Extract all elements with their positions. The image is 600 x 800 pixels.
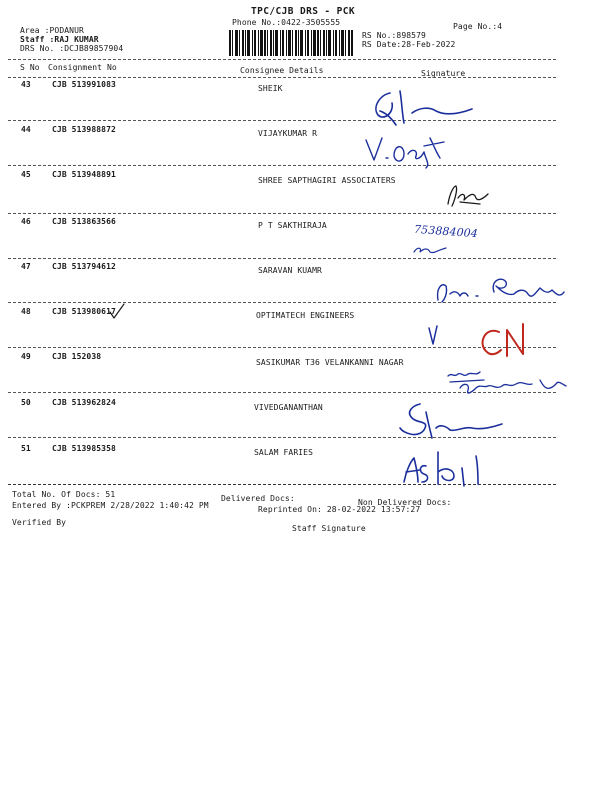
row-sno: 46 xyxy=(21,217,31,226)
row-consignment-no: CJB 513985358 xyxy=(52,444,116,453)
rs-number: RS No.:898579 xyxy=(362,31,426,40)
signature-row-46 xyxy=(410,240,450,260)
signature-row-47 xyxy=(432,272,577,312)
column-sno: S No xyxy=(20,63,40,72)
reprinted-on: Reprinted On: 28-02-2022 13:57:27 xyxy=(258,505,421,514)
signature-row-45 xyxy=(440,180,500,210)
column-consignee: Consignee Details xyxy=(240,66,324,75)
verified-by: Verified By xyxy=(12,518,67,527)
row-sno: 44 xyxy=(21,125,31,134)
document-title: TPC/CJB DRS - PCK xyxy=(251,6,356,17)
row-divider xyxy=(8,165,556,166)
row-consignee: OPTIMATECH ENGINEERS xyxy=(256,311,355,320)
header-divider-top xyxy=(8,59,556,60)
row-consignee: SALAM FARIES xyxy=(254,448,313,457)
signature-row-50 xyxy=(390,398,520,444)
row-consignment-no: CJB 513863566 xyxy=(52,217,116,226)
staff-label: Staff :RAJ KUMAR xyxy=(20,35,99,44)
signature-row-48 xyxy=(425,318,555,368)
phone-number: Phone No.:0422-3505555 xyxy=(232,18,341,27)
drs-number: DRS No. :DCJB89857904 xyxy=(20,44,124,53)
staff-signature-label: Staff Signature xyxy=(292,524,366,533)
column-consignment: Consignment No xyxy=(48,63,117,72)
row-consignment-no: CJB 513988872 xyxy=(52,125,116,134)
area-label: Area :PODANUR xyxy=(20,26,84,35)
total-docs: Total No. Of Docs: 51 xyxy=(12,490,116,499)
rs-date: RS Date:28-Feb-2022 xyxy=(362,40,456,49)
signature-row-43 xyxy=(360,85,480,130)
non-delivered-docs: Non Delivered Docs: xyxy=(358,498,452,507)
column-signature: Signature xyxy=(421,69,466,78)
header-divider-bottom xyxy=(8,77,556,78)
row-consignment-no: CJB 513962824 xyxy=(52,398,116,407)
row-sno: 49 xyxy=(21,352,31,361)
delivered-docs: Delivered Docs: xyxy=(221,494,295,503)
row-consignee: SHEIK xyxy=(258,84,283,93)
barcode xyxy=(229,30,353,56)
row-consignee: VIJAYKUMAR R xyxy=(258,129,317,138)
row-sno: 47 xyxy=(21,262,31,271)
row-sno: 48 xyxy=(21,307,31,316)
signature-row-44 xyxy=(360,130,450,170)
row-consignee: SARAVAN KUAMR xyxy=(258,266,322,275)
row-consignment-no: CJB 513991083 xyxy=(52,80,116,89)
row-consignee: P T SAKTHIRAJA xyxy=(258,221,327,230)
row-divider xyxy=(8,258,556,259)
row-consignee: VIVEDGANANTHAN xyxy=(254,403,323,412)
row-consignee: SHREE SAPTHAGIRI ASSOCIATERS xyxy=(258,176,396,185)
row-sno: 50 xyxy=(21,398,31,407)
row-consignment-no: CJB 513794612 xyxy=(52,262,116,271)
page-number: Page No.:4 xyxy=(453,22,503,31)
row-consignee: SASIKUMAR T36 VELANKANNI NAGAR xyxy=(256,358,404,367)
entered-by: Entered By :PCKPREM 2/28/2022 1:40:42 PM xyxy=(12,501,209,510)
handwritten-number-row-46: 753884004 xyxy=(413,222,479,241)
row-consignment-no: CJB 513980617 xyxy=(52,307,116,316)
tick-mark-row-48 xyxy=(108,302,128,322)
row-sno: 45 xyxy=(21,170,31,179)
row-divider xyxy=(8,213,556,214)
row-consignment-no: CJB 513948891 xyxy=(52,170,116,179)
row-sno: 43 xyxy=(21,80,31,89)
signature-row-51 xyxy=(398,446,498,488)
row-consignment-no: CJB 152038 xyxy=(52,352,102,361)
row-sno: 51 xyxy=(21,444,31,453)
